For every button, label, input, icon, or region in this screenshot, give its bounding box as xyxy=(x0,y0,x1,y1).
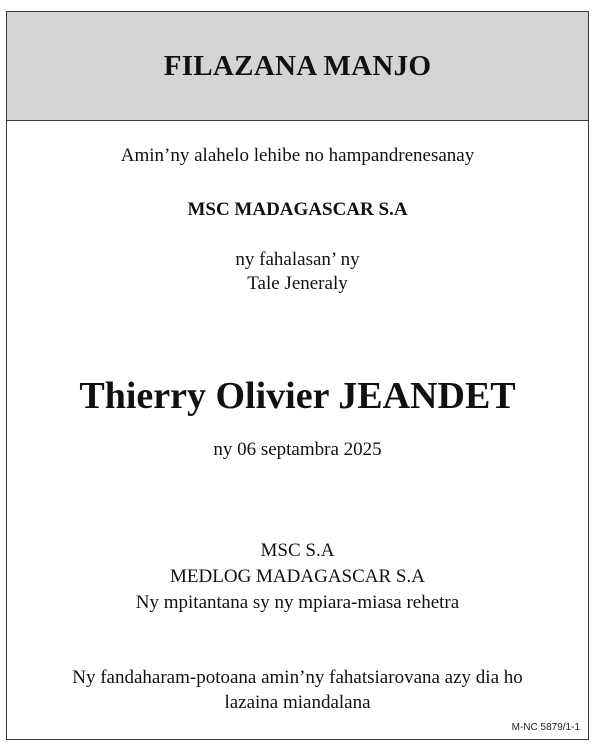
date-of-death: ny 06 septambra 2025 xyxy=(213,439,382,460)
signatory-1: MSC S.A xyxy=(260,540,335,561)
deceased-name: Thierry Olivier JEANDET xyxy=(79,375,516,417)
role-line-1: ny fahalasan’ ny xyxy=(235,249,360,270)
signatory-3: Ny mpitantana sy ny mpiara-miasa rehetra xyxy=(135,592,460,613)
notice-header xyxy=(7,12,588,121)
signatory-2: MEDLOG MADAGASCAR S.A xyxy=(170,566,425,587)
role-line-2: Tale Jeneraly xyxy=(247,273,348,294)
closing-line-1: Ny fandaharam-potoana amin’ny fahatsiarovana azy dia ho xyxy=(72,667,523,688)
company-name: MSC MADAGASCAR S.A xyxy=(187,199,408,220)
notice-title: FILAZANA MANJO xyxy=(163,49,432,82)
closing-line-2: lazaina miandalana xyxy=(224,692,371,713)
obituary-notice xyxy=(6,11,589,740)
reference-code: M-NC 5879/1-1 xyxy=(511,722,580,733)
intro-text: Amin’ny alahelo lehibe no hampandrenesanay xyxy=(120,145,475,166)
